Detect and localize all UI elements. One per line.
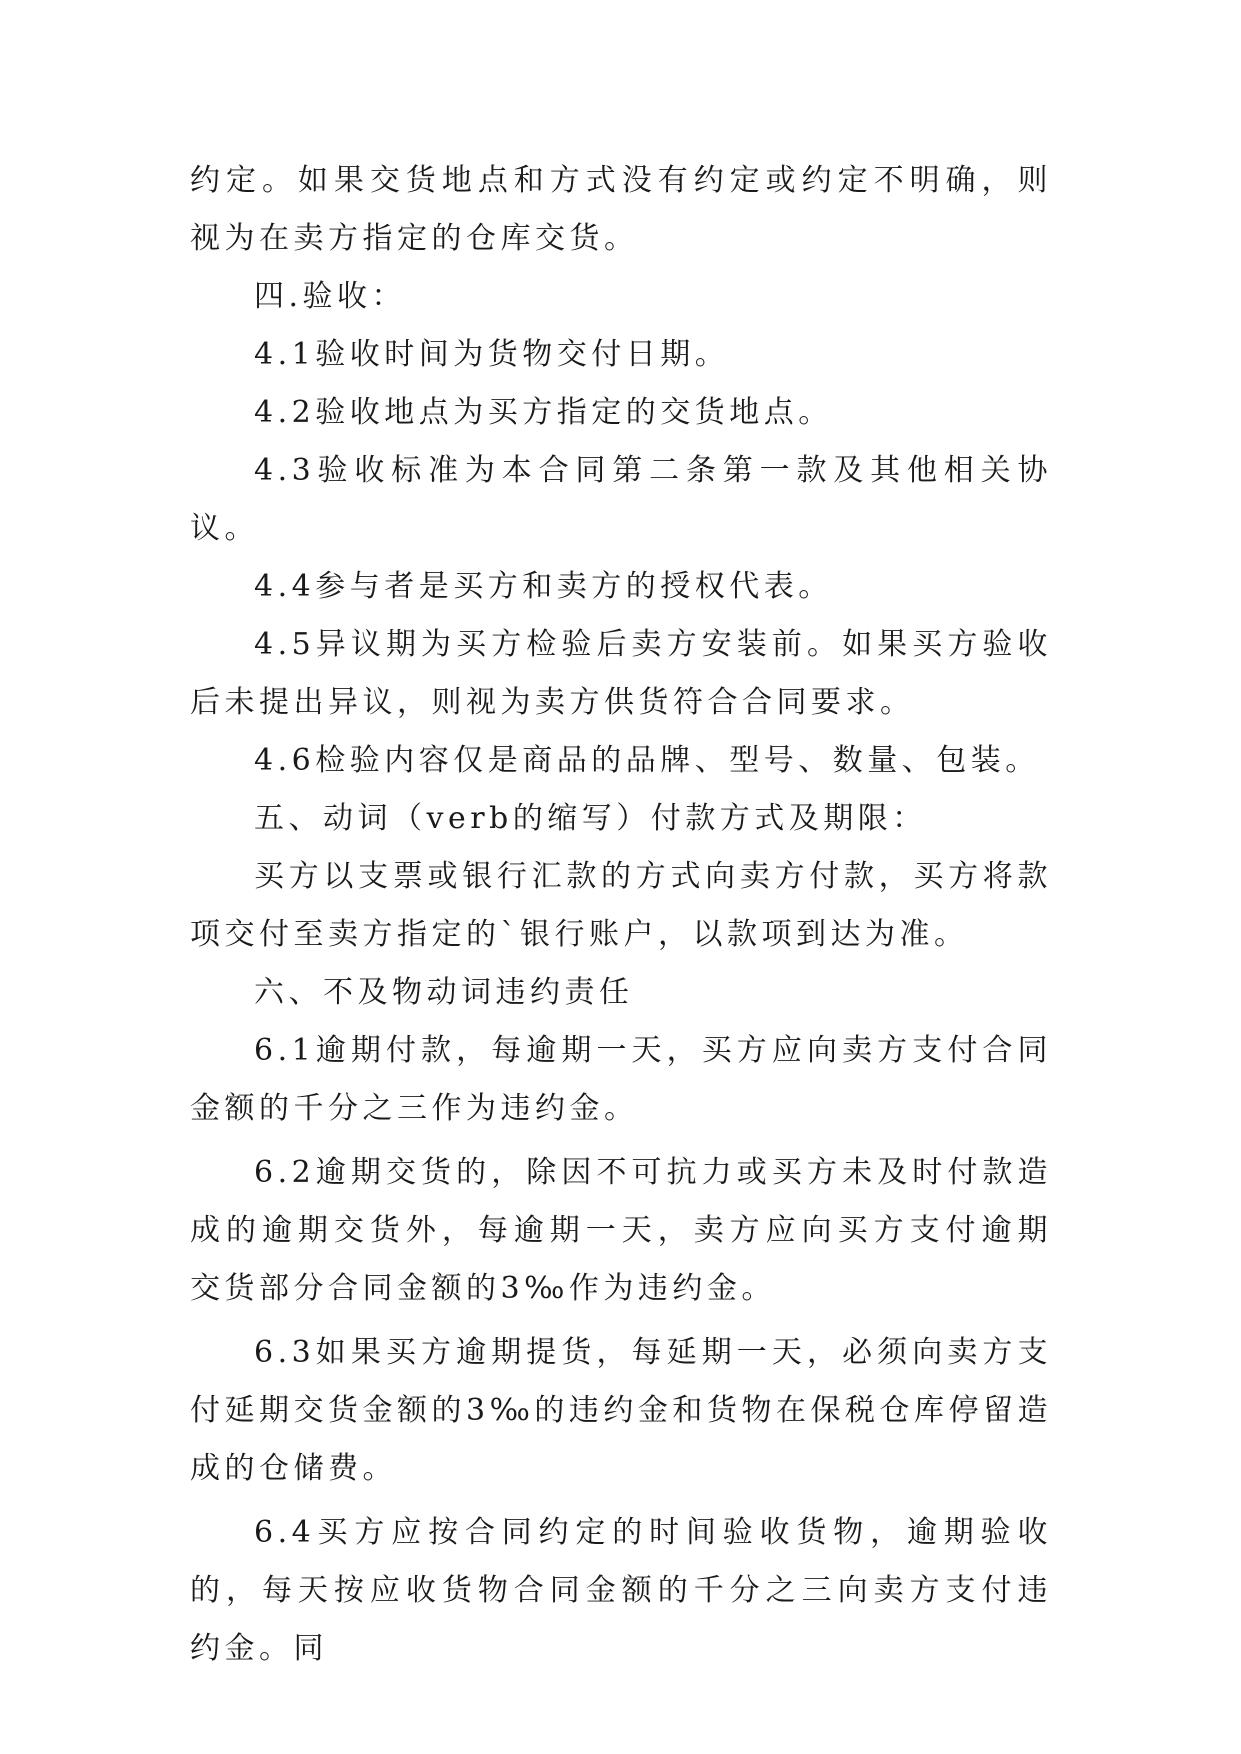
clause-4-5: 4.5异议期为买方检验后卖方安装前。如果买方验收后未提出异议，则视为卖方供货符合合同要求。 [190, 627, 1052, 720]
clause-6-1: 6.1逾期付款，每逾期一天，买方应向卖方支付合同金额的千分之三作为违约金。 [190, 1033, 1052, 1126]
clause-6-2: 6.2逾期交货的，除因不可抗力或买方未及时付款造成的逾期交货外，每逾期一天，卖方应向买方支付逾期交货部分合同金额的3‰作为违约金。 [190, 1155, 1052, 1306]
paragraph-continuation: 约定。如果交货地点和方式没有约定或约定不明确，则视为在卖方指定的仓库交货。 [190, 163, 1052, 256]
section-heading-payment: 五、动词（verb的缩写）付款方式及期限： [254, 801, 927, 836]
clause-4-4: 4.4参与者是买方和卖方的授权代表。 [254, 569, 833, 604]
document-body [190, 152, 1052, 1678]
clause-6-4: 6.4买方应按合同约定的时间验收货物，逾期验收的，每天按应收货物合同金额的千分之三向卖方支付违约金。同 [190, 1515, 1052, 1666]
clause-6-3: 6.3如果买方逾期提货，每延期一天，必须向卖方支付延期交货金额的3‰的违约金和货物在保税仓库停留造成的仓储费。 [190, 1335, 1052, 1486]
payment-terms: 买方以支票或银行汇款的方式向卖方付款，买方将款项交付至卖方指定的`银行账户，以款项到达为准。 [190, 859, 1052, 952]
clause-4-3: 4.3验收标准为本合同第二条第一款及其他相关协议。 [190, 453, 1052, 546]
clause-4-2: 4.2验收地点为买方指定的交货地点。 [254, 395, 833, 430]
section-heading-liability: 六、不及物动词违约责任 [254, 975, 634, 1010]
clause-4-1: 4.1验收时间为货物交付日期。 [254, 337, 730, 372]
section-heading-inspection: 四.验收： [254, 279, 407, 314]
clause-4-6: 4.6检验内容仅是商品的品牌、型号、数量、包装。 [254, 743, 1040, 778]
